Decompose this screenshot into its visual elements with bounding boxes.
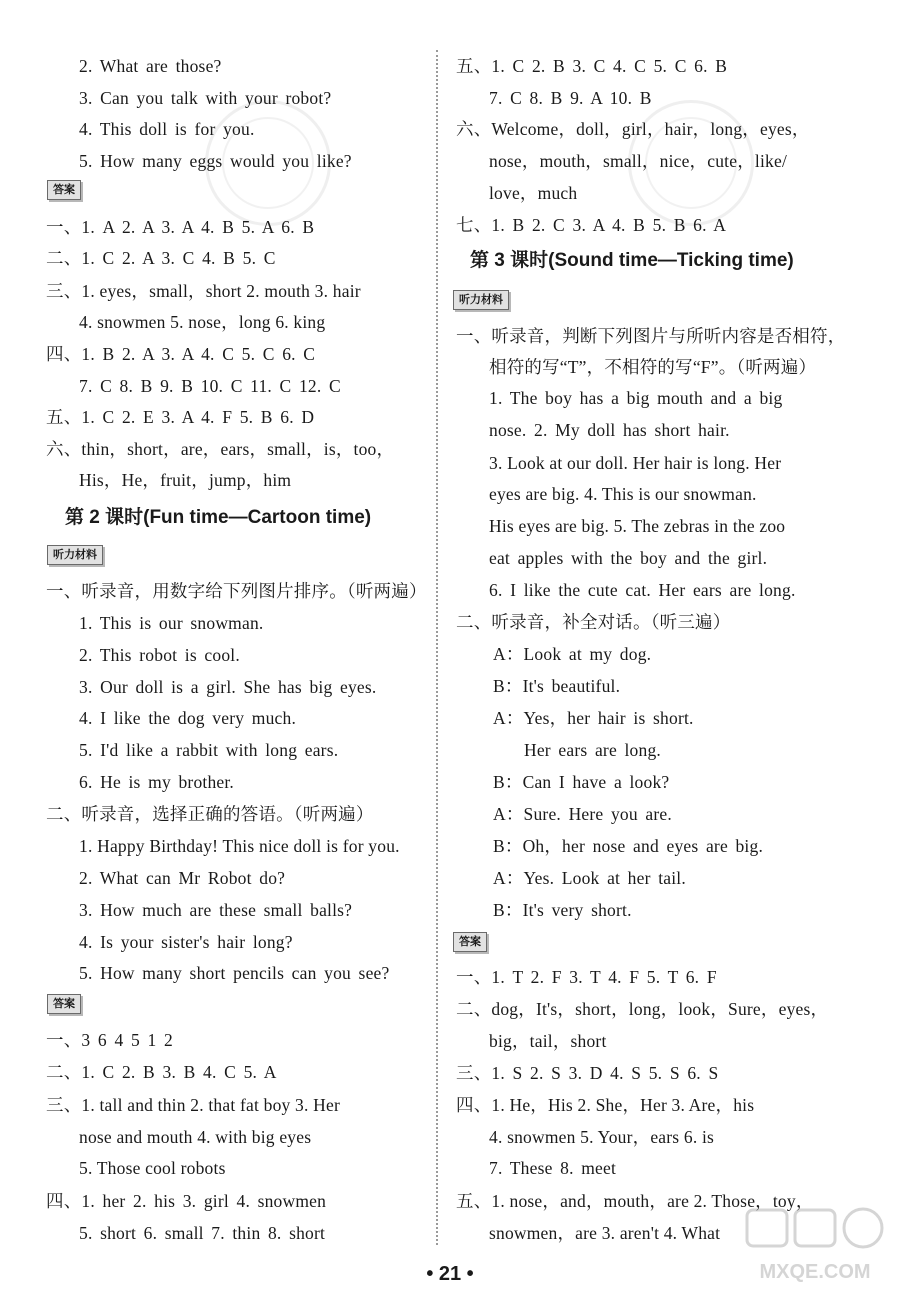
question-heading: 一、听录音，用数字给下列图片排序。（听两遍） [46, 581, 427, 601]
answer-line: 二、1. C 2. A 3. C 4. B 5. C [46, 248, 276, 268]
answer-line: 7. C 8. B 9. A 10. B [489, 88, 652, 108]
answer-line: 7. C 8. B 9. B 10. C 11. C 12. C [79, 376, 341, 396]
answer-line: 三、1. S 2. S 3. D 4. S 5. S 6. S [456, 1063, 719, 1083]
column-divider [436, 50, 438, 1245]
answer-tag: 答案 [453, 932, 487, 952]
answer-line: 5. short 6. small 7. thin 8. short [79, 1223, 326, 1243]
dialogue-line: B：It's beautiful. [493, 676, 621, 696]
text-line: His eyes are big. 5. The zebras in the zoo [489, 516, 786, 536]
text-line: 3. Our doll is a girl. She has big eyes. [79, 677, 377, 697]
text-line: 1. The boy has a big mouth and a big [489, 388, 783, 408]
text-line: nose. 2. My doll has short hair. [489, 420, 730, 440]
answer-line: 四、1. He，His 2. She，Her 3. Are，his [456, 1095, 755, 1115]
text-line: 4. Is your sister's hair long? [79, 932, 293, 952]
text-line: 5. I'd like a rabbit with long ears. [79, 740, 339, 760]
dialogue-line: A：Yes. Look at her tail. [493, 868, 686, 888]
answer-line: 7. These 8. meet [489, 1158, 617, 1178]
text-line: 5. How many eggs would you like? [79, 151, 352, 171]
text-line: 3. Can you talk with your robot? [79, 88, 332, 108]
answer-line: 五、1. C 2. B 3. C 4. C 5. C 6. B [456, 56, 728, 76]
text-line: 6. I like the cute cat. Her ears are long. [489, 580, 796, 600]
dialogue-line: A：Yes，her hair is short. [493, 708, 694, 728]
answer-line: nose，mouth，small，nice，cute，like/ [489, 151, 788, 171]
dialogue-line: B：It's very short. [493, 900, 632, 920]
answer-line: 五、1. nose，and，mouth，are 2. Those，toy， [456, 1191, 814, 1211]
answer-line: 三、1. tall and thin 2. that fat boy 3. Her [46, 1095, 340, 1115]
answer-tag: 答案 [47, 180, 81, 200]
section-title: 第 3 课时(Sound time—Ticking time) [470, 250, 794, 271]
dialogue-line: A：Sure. Here you are. [493, 804, 672, 824]
question-heading: 二、听录音，选择正确的答语。（听两遍） [46, 804, 374, 824]
answer-line: 二、1. C 2. B 3. B 4. C 5. A [46, 1062, 277, 1082]
answer-line: 七、1. B 2. C 3. A 4. B 5. B 6. A [456, 215, 727, 235]
dialogue-line: A：Look at my dog. [493, 644, 652, 664]
text-line: 2. What are those? [79, 56, 222, 76]
text-line: 1. Happy Birthday! This nice doll is for you. [79, 836, 400, 856]
answer-line: 5. Those cool robots [79, 1158, 226, 1178]
answer-line: 4. snowmen 5. nose，long 6. king [79, 312, 326, 332]
answer-line: 三、1. eyes，small，short 2. mouth 3. hair [46, 281, 361, 301]
answer-line: 一、3 6 4 5 1 2 [46, 1030, 173, 1050]
answer-line: 四、1. B 2. A 3. A 4. C 5. C 6. C [46, 344, 316, 364]
answer-line: big，tail，short [489, 1031, 607, 1051]
answer-line: nose and mouth 4. with big eyes [79, 1127, 312, 1147]
text-line: eyes are big. 4. This is our snowman. [489, 484, 757, 504]
answer-line: 四、1. her 2. his 3. girl 4. snowmen [46, 1191, 327, 1211]
listening-material-tag: 听力材料 [453, 290, 509, 310]
text-line: 5. How many short pencils can you see? [79, 963, 390, 983]
section-title: 第 2 课时(Fun time—Cartoon time) [65, 507, 372, 528]
text-line: 3. Look at our doll. Her hair is long. Her [489, 453, 782, 473]
text-line: 4. I like the dog very much. [79, 708, 297, 728]
listening-material-tag: 听力材料 [47, 545, 103, 565]
text-line: eat apples with the boy and the girl. [489, 548, 768, 568]
text-line: 4. This doll is for you. [79, 119, 255, 139]
answer-line: 六、Welcome，doll，girl，hair，long，eyes， [456, 119, 810, 139]
text-line: 2. What can Mr Robot do? [79, 868, 286, 888]
watermark-text: MXQE.COM [759, 1261, 871, 1283]
dialogue-line: B：Oh，her nose and eyes are big. [493, 836, 764, 856]
answer-line: 一、1. A 2. A 3. A 4. B 5. A 6. B [46, 217, 315, 237]
dialogue-line: Her ears are long. [524, 740, 661, 760]
answer-line: His，He，fruit，jump，him [79, 470, 292, 490]
question-heading: 二、听录音，补全对话。（听三遍） [456, 612, 731, 632]
answer-line: 一、1. T 2. F 3. T 4. F 5. T 6. F [456, 967, 717, 987]
question-heading: 相符的写“T”，不相符的写“F”。（听两遍） [489, 357, 817, 377]
text-line: 1. This is our snowman. [79, 613, 264, 633]
answer-tag: 答案 [47, 994, 81, 1014]
answer-line: love，much [489, 183, 578, 203]
question-heading: 一、听录音，判断下列图片与所听内容是否相符， [456, 326, 846, 346]
answer-line: 4. snowmen 5. Your，ears 6. is [489, 1127, 715, 1147]
answer-line: 二、dog，It's，short，long，look，Sure，eyes， [456, 999, 829, 1019]
text-line: 3. How much are these small balls? [79, 900, 353, 920]
page-number: • 21 • [426, 1263, 474, 1285]
answer-line: 六、thin，short，are，ears，small，is，too， [46, 439, 395, 459]
dialogue-line: B：Can I have a look? [493, 772, 670, 792]
answer-line: snowmen，are 3. aren't 4. What [489, 1223, 721, 1243]
text-line: 2. This robot is cool. [79, 645, 240, 665]
text-line: 6. He is my brother. [79, 772, 235, 792]
answer-line: 五、1. C 2. E 3. A 4. F 5. B 6. D [46, 407, 315, 427]
